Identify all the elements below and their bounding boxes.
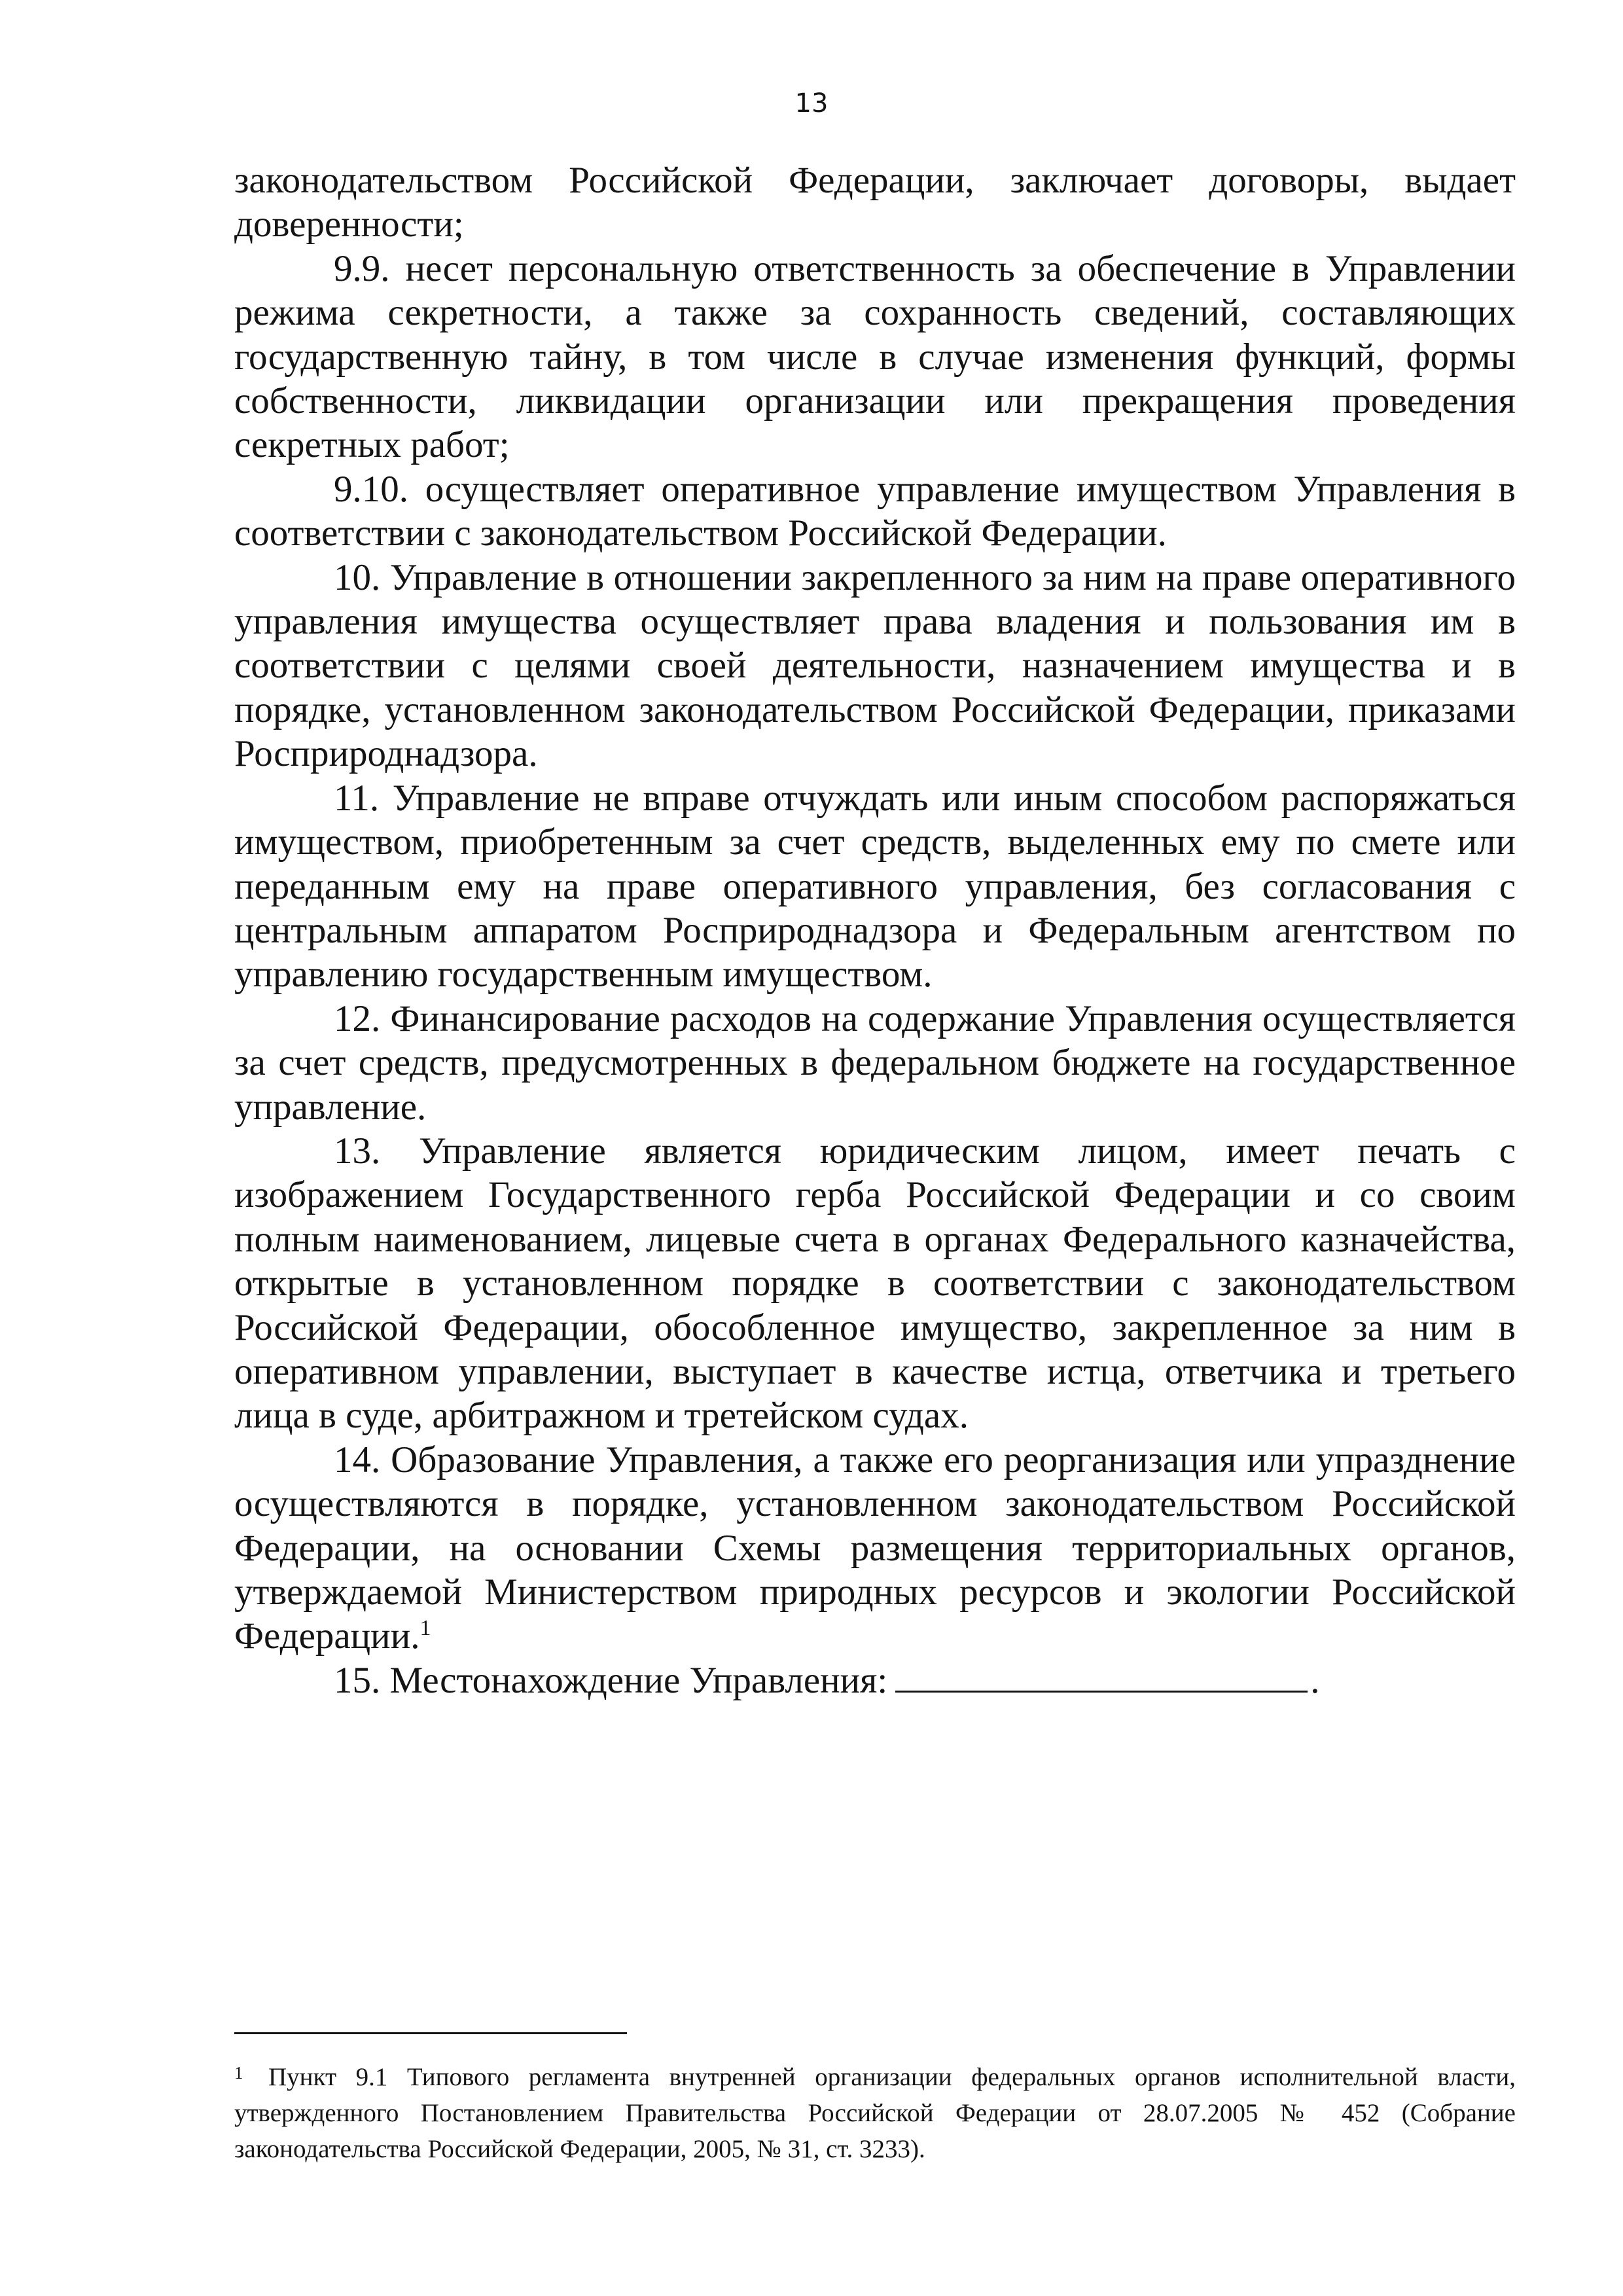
paragraph-15 (234, 1659, 1516, 1702)
location-blank-field[interactable] (895, 1659, 1308, 1693)
paragraph-14 (234, 1438, 1516, 1659)
paragraph-12: 12. Финансирование расходов на содержание Управления осуществляется за счет средств, предусмотренных в федеральном бюджете на государственное управление. (234, 997, 1516, 1128)
paragraph-9-10: 9.10. осуществляет оперативное управление имуществом Управления в соответствии с законодательством Российской Федерации. (234, 468, 1516, 554)
footnote (234, 2059, 1516, 2167)
paragraph-10: 10. Управление в отношении закрепленного за ним на праве оперативного управления имущества осуществляет права владения и пользования им в соответствии с целями своей деятельности, назначением имущества и в порядке, установленном законодательством Российской Федерации, приказами Росприроднадзора. (234, 556, 1516, 775)
paragraph-9-9: 9.9. несет персональную ответственность за обеспечение в Управлении режима секретности, а также за сохранность сведений, составляющих государственную тайну, в том числе в случае изменения функций, формы собственности, ликвидации организации или прекращения проведения секретных работ; (234, 247, 1516, 466)
page-number: 13 (794, 88, 829, 118)
footnote-marker: 1 (234, 2063, 243, 2083)
paragraph-13: 13. Управление является юридическим лицом, имеет печать с изображением Государственного герба Российской Федерации и со своим полным наименованием, лицевые счета в органах Федерального казначейства, открытые в установленном порядке в соответствии с законодательством Российской Федерации, обособленное имущество, закрепленное за ним в оперативном управлении, выступает в качестве истца, ответчика и третьего лица в суде, арбитражном и третейском судах. (234, 1130, 1516, 1437)
paragraph-11: 11. Управление не вправе отчуждать или иным способом распоряжаться имуществом, приобретенным за счет средств, выделенных ему по смете или переданным ему на праве оперативного управления, без согласования с центральным аппаратом Росприроднадзора и Федеральным агентством по управлению государственным имуществом. (234, 777, 1516, 996)
document-body (234, 158, 1516, 1702)
footnote-text: Пункт 9.1 Типового регламента внутренней организации федеральных органов исполнительной власти, утвержденного Постановлением Правительства Российской Федерации от 28.07.2005 № 452 (Собрание законодательства Российской Федерации, 2005, № 31, ст. 3233). (234, 2063, 1516, 2163)
location-end-punct: . (1310, 1659, 1320, 1701)
paragraph-continuation: законодательством Российской Федерации, заключает договоры, выдает доверенности; (234, 160, 1516, 245)
footnote-reference: 1 (419, 1616, 431, 1641)
location-label: 15. Местонахождение Управления: (334, 1659, 888, 1701)
paragraph-14-text: 14. Образование Управления, а также его реорганизация или упразднение осуществляются в порядке, установленном законодательством Российской Федерации, на основании Схемы размещения территориальных органов, утверждаемой Министерством природных ресурсов и экологии Российской Федерации. (234, 1439, 1516, 1657)
footnote-separator (234, 2032, 627, 2034)
